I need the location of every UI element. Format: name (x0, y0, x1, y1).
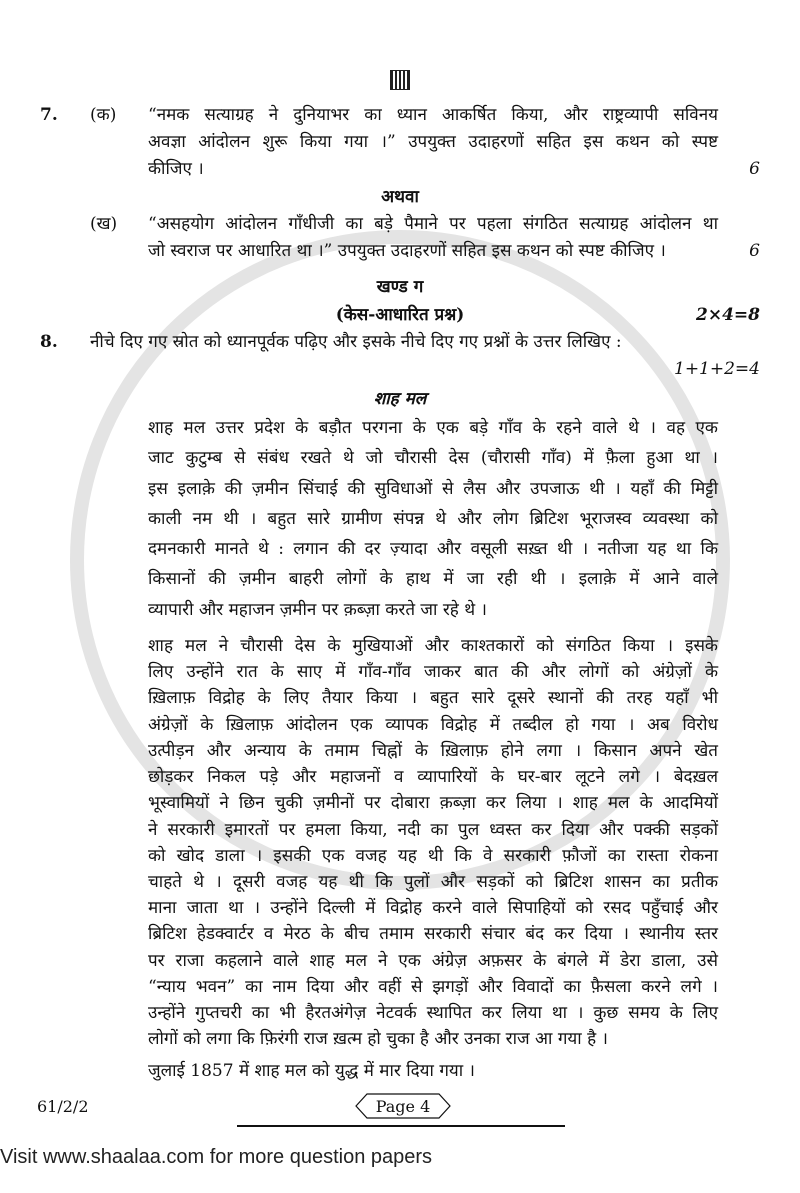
source-line: शाह मल उत्तर प्रदेश के बड़ौत परगना के एक बड़े गाँव के रहने वाले थे । वह एक (148, 418, 718, 438)
question-number: 7. (40, 105, 58, 125)
source-line: शाह मल ने चौरासी देस के मुखियाओं और काश्तकारों को संगठित किया । इसके (148, 636, 718, 657)
question-number-spacer (40, 211, 90, 265)
source-line: पर राजा कहलाने वाले शाह मल ने एक अंग्रेज़ अफ़सर के बंगले में डेरा डाला, उसे (148, 950, 718, 971)
page-footer (0, 1093, 760, 1173)
q7a-line: अवज्ञा आंदोलन शुरू किया गया ।” उपयुक्त उदाहरणों सहित इस कथन को स्पष्ट (148, 132, 718, 152)
q7a-line: कीजिए । (148, 159, 204, 179)
marks: 6 (749, 159, 760, 179)
source-line: भूस्वामियों ने छिन चुकी ज़मीनों पर दोबारा क़ब्ज़ा कर लिया । शाह मल के आदमियों (148, 793, 718, 814)
sub-label-a: (क) (90, 105, 117, 125)
source-line: ख़िलाफ़ विद्रोह के लिए तैयार किया । बहुत सारे दूसरे स्थानों की तरह यहाँ भी (148, 688, 718, 709)
source-line: चाहते थे । दूसरी वजह यह थी कि पुलों और सड़कों को ब्रिटिश शासन का प्रतीक (148, 871, 718, 892)
page-badge (355, 1093, 451, 1119)
marks: 6 (749, 241, 760, 261)
or-label: अथवा (381, 187, 419, 207)
section-title: खण्ड ग (376, 277, 424, 297)
q7b-line: जो स्वराज पर आधारित था ।” उपयुक्त उदाहरणों सहित इस कथन को स्पष्ट कीजिए । (148, 241, 666, 261)
source-title: शाह मल (373, 389, 427, 409)
source-line: छोड़कर निकल पड़े और महाजनों व व्यापारियों के घर-बार लूटने लगे । बेदख़ल (148, 767, 718, 788)
source-line: अंग्रेज़ों के ख़िलाफ़ आंदोलन एक व्यापक विद्रोह में तब्दील हो गया । अब विरोध (148, 714, 718, 735)
section-marks: 2×4=8 (696, 305, 760, 325)
source-paragraph-2 (148, 633, 718, 1052)
source-paragraph-3: जुलाई 1857 में शाह मल को युद्ध में मार दिया गया । (148, 1061, 476, 1082)
source-line: काली नम थी । बहुत सारे ग्रामीण संपन्न थे और लोग ब्रिटिश भूराजस्व व्यवस्था को (148, 508, 718, 529)
source-line: लोगों को लगा कि फ़िरंगी राज ख़त्म हो चुका है और उनका राज आ गया है । (148, 1029, 608, 1050)
question-7a (40, 102, 760, 183)
source-line: दमनकारी मानते थे : लगान की दर ज़्यादा और वसूली सख़्त थी । नतीजा यह था कि (148, 539, 718, 560)
question-7b (40, 211, 760, 265)
source-line: लिए उन्होंने रात के साए में गाँव-गाँव जाकर बात की और लोगों को अंग्रेज़ों के (148, 662, 718, 683)
section-subtitle-row (40, 301, 760, 329)
source-line: जाट कुटुम्ब से संबंध रखते थे जो चौरासी देस (चौरासी गाँव) में फ़ैला हुआ था । (148, 448, 718, 469)
source-paragraph-1 (148, 413, 718, 625)
source-line: उत्पीड़न और अन्याय के तमाम चिह्नों के ख़िलाफ़ होने लगा । किसान अपने खेत (148, 740, 718, 761)
source-line: किसानों की ज़मीन बाहरी लोगों के हाथ में जा रही थी । इलाक़े में आने वाले (148, 569, 718, 590)
q7a-line: “नमक सत्याग्रह ने दुनियाभर का ध्यान आकर्षित किया, और राष्ट्रव्यापी सविनय (148, 105, 718, 125)
footer-rule (237, 1125, 565, 1127)
source-line: ब्रिटिश हेडक्वार्टर व मेरठ के बीच तमाम सरकारी संचार बंद कर दिया । स्थानीय स्तर (148, 924, 718, 945)
q8-instruction: नीचे दिए गए स्रोत को ध्यानपूर्वक पढ़िए और इसके नीचे दिए गए प्रश्नों के उत्तर लिखिए : (90, 332, 622, 352)
question-8 (40, 329, 760, 356)
source-line: व्यापारी और महाजन ज़मीन पर क़ब्ज़ा करते जा रहे थे । (148, 599, 487, 620)
source-line: उन्होंने गुप्तचरी का भी हैरतअंगेज़ नेटवर्क स्थापित कर लिया था । कुछ समय के लिए (148, 1002, 718, 1023)
sub-label-b: (ख) (90, 214, 118, 234)
paper-code: 61/2/2 (37, 1097, 89, 1117)
source-line: माना जाता था । उन्होंने दिल्ली में विद्रोह करने वाले सिपाहियों को रसद पहुँचाई और (148, 898, 718, 919)
source-line: को खोद डाला । इसकी एक वजह यह थी कि वे सरकारी फ़ौजों का रास्ता रोकना (148, 845, 718, 866)
shaalaa-link[interactable]: Visit www.shaalaa.com for more question papers (0, 1146, 433, 1169)
source-line: इस इलाक़े की ज़मीन सिंचाई की सुविधाओं से लैस और उपजाऊ थी । यहाँ की मिट्टी (148, 478, 718, 499)
source-line: ने सरकारी इमारतों पर हमला किया, नदी का पुल ध्वस्त कर दिया और पक्की सड़कों (148, 819, 718, 840)
qr-code-icon (390, 70, 410, 90)
question-number: 8. (40, 332, 58, 352)
page-number: Page 4 (375, 1097, 431, 1117)
q8-marks: 1+1+2=4 (674, 359, 760, 379)
section-subtitle: (केस-आधारित प्रश्न) (335, 305, 465, 325)
source-line: “न्याय भवन” का नाम दिया और वहीं से झगड़ों और विवादों का फ़ैसला करने लगे । (148, 976, 718, 997)
q7b-line: “असहयोग आंदोलन गाँधीजी का बड़े पैमाने पर पहला संगठित सत्याग्रह आंदोलन था (148, 214, 718, 234)
